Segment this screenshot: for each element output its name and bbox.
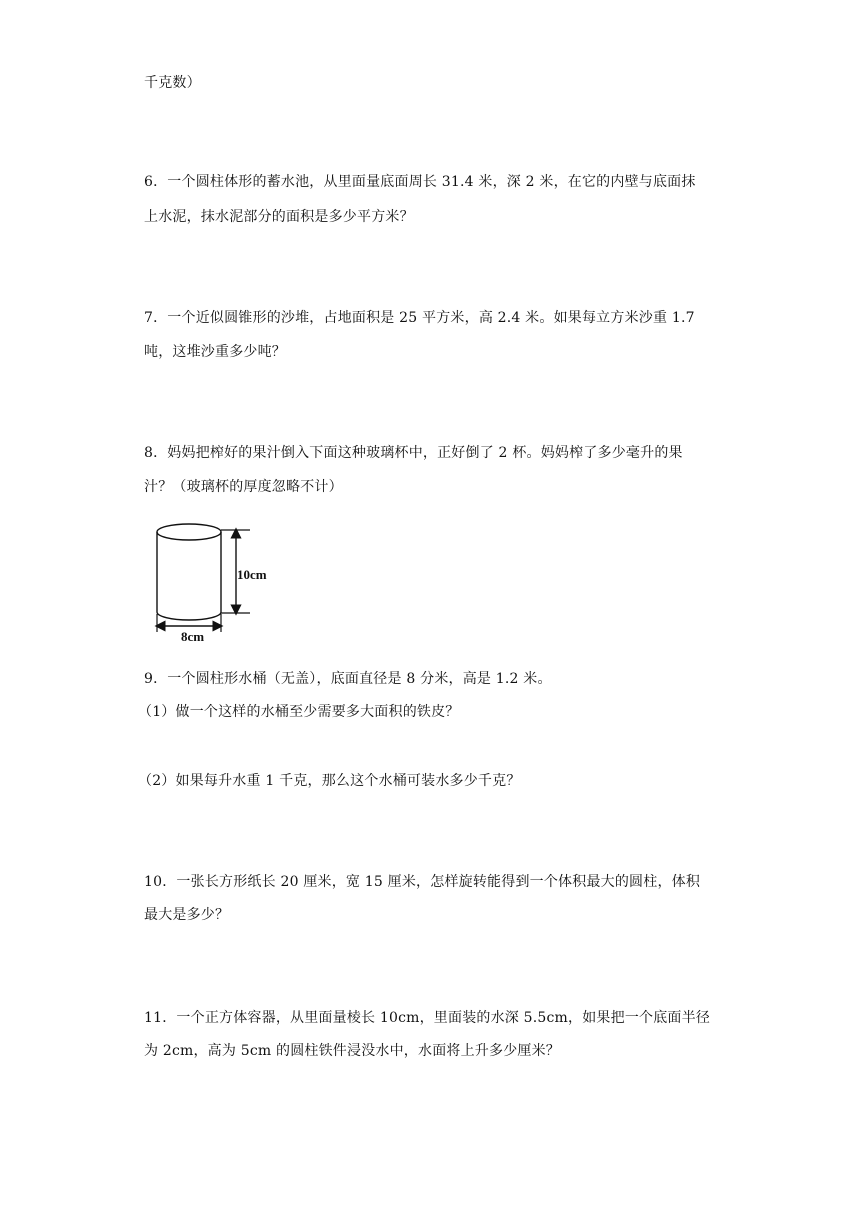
question-8-line-1: 8．妈妈把榨好的果汁倒入下面这种玻璃杯中，正好倒了 2 杯。妈妈榨了多少毫升的果 bbox=[144, 445, 683, 461]
question-10-line-1: 10．一张长方形纸长 20 厘米，宽 15 厘米，怎样旋转能得到一个体积最大的圆柱，体积 bbox=[144, 874, 701, 890]
question-9-line-1: 9．一个圆柱形水桶（无盖），底面直径是 8 分米，高是 1.2 米。 bbox=[144, 671, 552, 687]
question-9-part-1: （1）做一个这样的水桶至少需要多大面积的铁皮？ bbox=[138, 704, 460, 720]
diameter-label: 8cm bbox=[181, 629, 205, 644]
cylinder-top-ellipse bbox=[157, 524, 221, 540]
question-7-line-1: 7．一个近似圆锥形的沙堆，占地面积是 25 平方米，高 2.4 米。如果每立方米沙重 1.7 bbox=[144, 310, 695, 326]
glass-cylinder-figure bbox=[148, 520, 288, 646]
question-8-line-2: 汁？（玻璃杯的厚度忽略不计） bbox=[144, 479, 343, 495]
question-11-line-2: 为 2cm，高为 5cm 的圆柱铁件浸没水中，水面将上升多少厘米？ bbox=[144, 1043, 560, 1059]
question-7-line-2: 吨，这堆沙重多少吨？ bbox=[144, 344, 286, 360]
question-10-line-2: 最大是多少？ bbox=[144, 907, 230, 923]
height-label: 10cm bbox=[237, 567, 267, 582]
question-6-line-2: 上水泥，抹水泥部分的面积是多少平方米？ bbox=[144, 209, 414, 225]
question-11-line-1: 11．一个正方体容器，从里面量棱长 10cm，里面装的水深 5.5cm，如果把一个底面半径 bbox=[144, 1010, 711, 1026]
question-9-part-2: （2）如果每升水重 1 千克，那么这个水桶可装水多少千克？ bbox=[138, 773, 521, 789]
q5-tail: 千克数） bbox=[144, 75, 201, 91]
cylinder-bottom-arc bbox=[157, 612, 221, 620]
question-6-line-1: 6．一个圆柱体形的蓄水池，从里面量底面周长 31.4 米，深 2 米，在它的内壁与底面抹 bbox=[144, 174, 696, 190]
